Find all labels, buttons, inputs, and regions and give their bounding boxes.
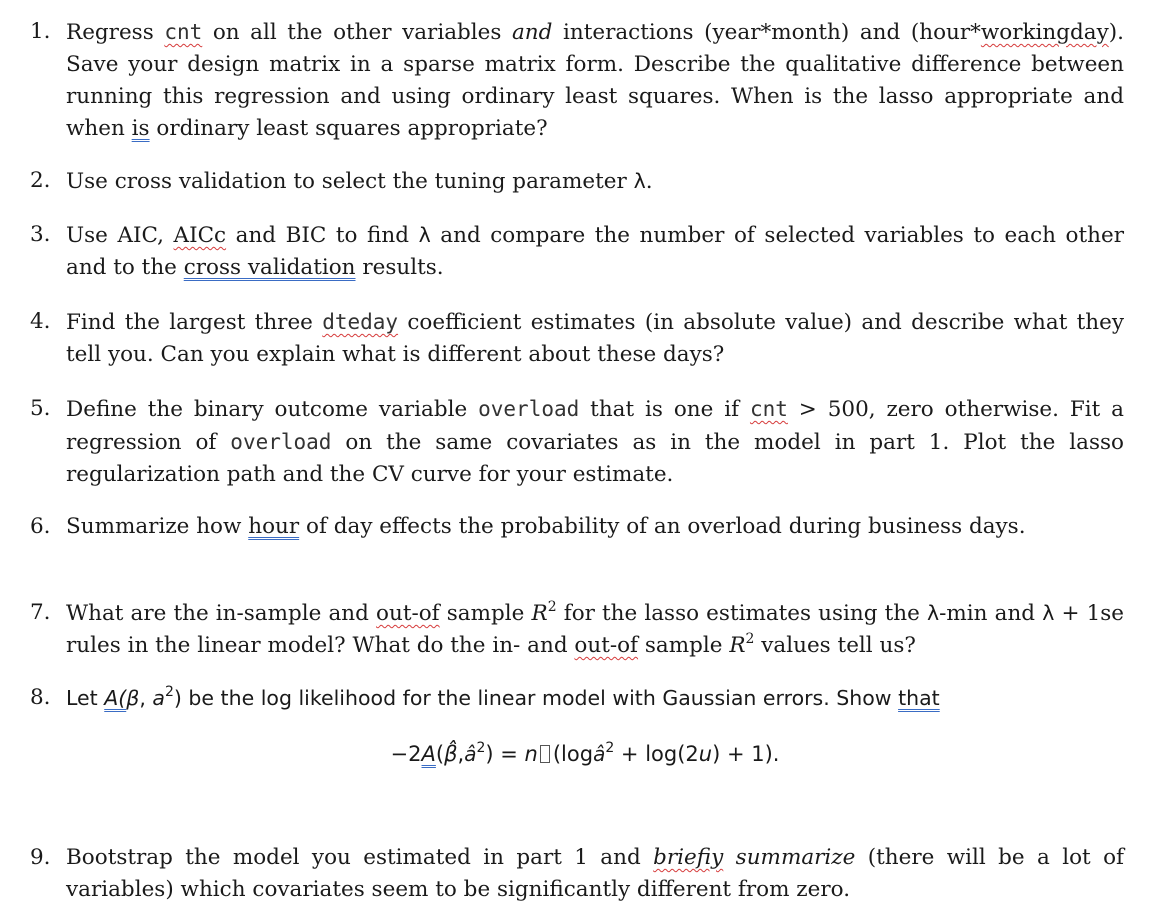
question-9 [30, 842, 1124, 906]
text-run: interactions (year*month) and (hour* [552, 20, 981, 45]
missing-glyph-icon [540, 745, 550, 763]
equation-term: −2 [390, 742, 422, 766]
math-symbol: A( [104, 686, 127, 710]
log-likelihood-equation [0, 742, 1170, 766]
text-run: > 500, zero otherwise. Fit a regression of [66, 397, 1124, 455]
question-number: 8. [30, 685, 51, 710]
equation-term: (log [552, 742, 594, 766]
math-symbol: λ [927, 601, 940, 625]
question-3 [30, 219, 1124, 284]
question-7 [30, 597, 1124, 662]
question-text [66, 511, 1124, 543]
text-run: Let [66, 686, 105, 710]
equation-term: , [457, 742, 465, 766]
equation-term: ) + 1). [712, 742, 780, 766]
question-1 [30, 16, 1124, 145]
equation-term: â [593, 742, 606, 766]
question-text [66, 165, 1124, 198]
question-text [66, 842, 1124, 906]
text-run: and BIC to find [226, 223, 419, 248]
math-symbol: λ [418, 223, 431, 247]
text-run: sample [439, 601, 532, 626]
code-term: dteday [322, 310, 399, 334]
text-run: Bootstrap the model you estimated in part 1 and [66, 845, 654, 870]
question-list [30, 16, 1124, 906]
text-run: Find the largest three [66, 310, 323, 335]
code-term: overload [478, 397, 580, 421]
question-4 [30, 306, 1124, 371]
text-run: Use AIC, [66, 223, 174, 248]
question-2 [30, 165, 1124, 198]
grammar-flag-word: cross validation [183, 255, 356, 280]
text-run: (there will be a lot of variables) which covariates seem to be significantly different from zero. [66, 845, 1124, 902]
equation-term: + log(2 [614, 742, 699, 766]
text-run: for the lasso estimates using the [556, 601, 927, 626]
text-run: What are the in-sample and [66, 601, 377, 626]
question-number: 7. [30, 600, 51, 625]
math-symbol: λ [633, 169, 646, 193]
superscript: 2 [745, 631, 755, 647]
emphasis: summarize [735, 845, 856, 870]
code-term: cnt [749, 397, 788, 421]
code-term: cnt [164, 20, 203, 44]
text-run: + 1se rules in the linear model? What do the in- and [66, 601, 1125, 658]
spellcheck-word: out-of [574, 633, 639, 658]
text-run: coefficient estimates (in absolute value) and describe what they tell you. Can you explain what is different about these days? [66, 310, 1125, 367]
spellcheck-word: workingday [980, 20, 1109, 45]
text-run: and compare the number of selected variables to each other and to the [66, 223, 1124, 280]
text-run: results. [355, 255, 444, 280]
question-number: 2. [30, 168, 51, 193]
text-run: ). Save your design matrix in a sparse matrix form. Describe the qualitative difference between running this regression and using ordinary least squares. When is the lasso appropriate and when [66, 20, 1124, 141]
spellcheck-word: out-of [376, 601, 440, 626]
question-8 [30, 682, 1124, 714]
text-run: ordinary least squares appropriate? [149, 116, 548, 141]
question-text [66, 393, 1124, 491]
math-symbol: R [531, 601, 548, 626]
text-run: Regress [66, 20, 165, 45]
equation-term: A [421, 742, 436, 766]
equation-term: = [493, 742, 525, 766]
equation-term: ) [485, 742, 494, 766]
text-run: ) be the log likelihood for the linear model with Gaussian errors. Show [173, 686, 899, 710]
question-number: 3. [30, 222, 51, 247]
question-text [66, 682, 1124, 714]
text-run [723, 845, 735, 870]
question-5 [30, 393, 1124, 491]
text-run: that is one if [579, 397, 750, 422]
math-symbol: λ [1042, 601, 1055, 625]
text-run: Use cross validation to select the tuning parameter [66, 169, 634, 194]
math-symbol: R [729, 633, 746, 658]
question-6 [30, 511, 1124, 543]
text-run: on all the other variables [202, 20, 512, 45]
grammar-flag-word: that [898, 686, 940, 710]
superscript: 2 [547, 599, 557, 615]
text-run: . [645, 169, 653, 194]
math-symbol: a [152, 686, 165, 710]
question-text [66, 219, 1124, 284]
text-run: -min and [939, 601, 1043, 626]
emphasis: and [511, 20, 553, 45]
equation-term: β̂ [444, 742, 458, 766]
question-number: 1. [30, 19, 51, 44]
question-text [66, 306, 1124, 371]
text-run: , [139, 686, 153, 710]
equation-term: n [524, 742, 538, 766]
grammar-flag-word: hour [248, 514, 300, 539]
text-run: values tell us? [754, 633, 916, 658]
superscript: 2 [605, 740, 615, 756]
text-run: of day effects the probability of an overload during business days. [299, 514, 1026, 539]
text-run: Summarize how [66, 514, 249, 539]
question-number: 9. [30, 845, 51, 870]
question-number: 6. [30, 514, 51, 539]
equation-term: u [698, 742, 713, 766]
question-number: 5. [30, 396, 51, 421]
superscript: 2 [164, 684, 174, 700]
spellcheck-word: briefiy [653, 845, 724, 870]
code-term: overload [230, 430, 332, 454]
superscript: 2 [476, 740, 486, 756]
text-run: on the same covariates as in the model in part 1. Plot the lasso regularization path and the CV curve for your estimate. [66, 430, 1124, 487]
question-number: 4. [30, 309, 51, 334]
spellcheck-word: AICc [173, 223, 227, 248]
text-run: Define the binary outcome variable [66, 397, 479, 422]
equation-term: â [464, 742, 477, 766]
equation-term: ( [435, 742, 445, 766]
question-text [66, 16, 1124, 145]
grammar-flag-word: is [131, 116, 150, 141]
math-symbol: β [126, 686, 140, 710]
text-run: sample [638, 633, 730, 658]
question-text [66, 597, 1124, 662]
